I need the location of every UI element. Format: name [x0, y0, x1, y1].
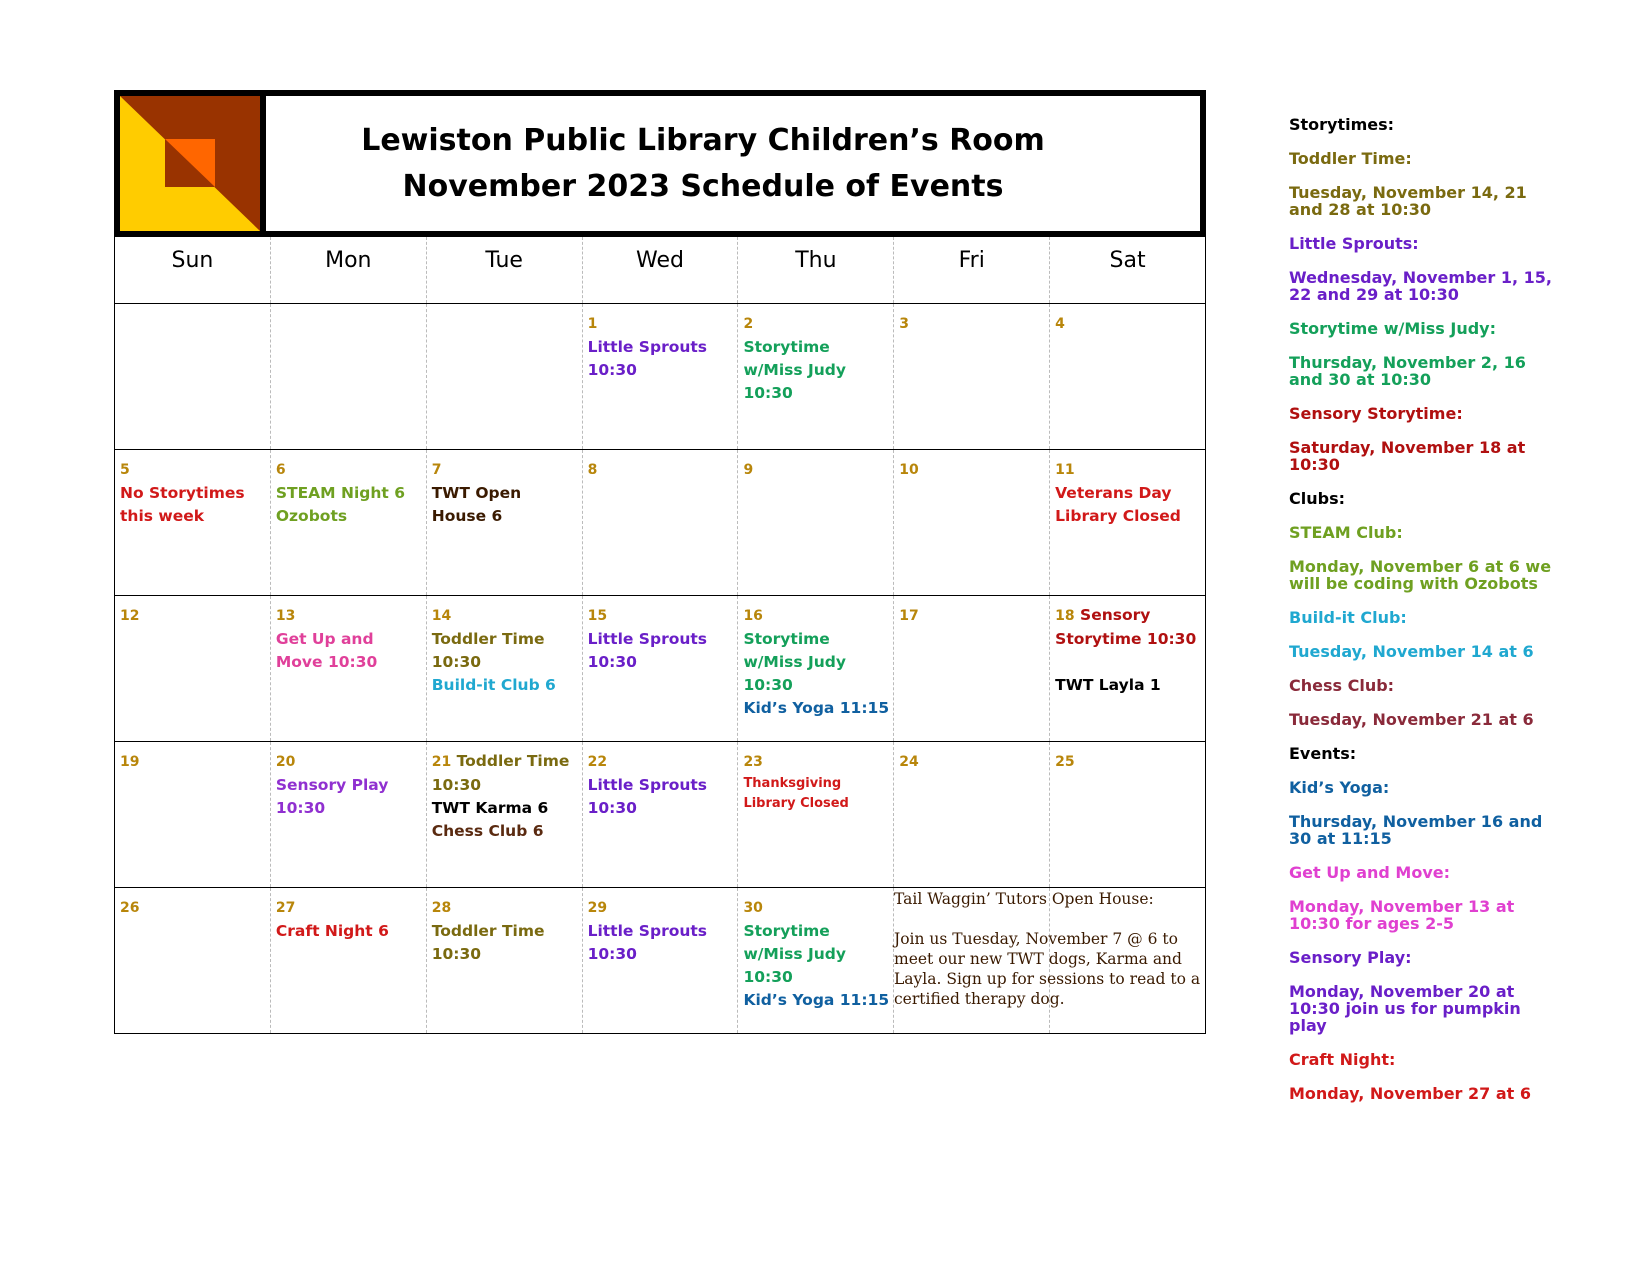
event-text: Toddler Time 10:30	[431, 752, 570, 794]
quilt-logo	[120, 96, 266, 231]
sidebar-detail: Saturday, November 18 at 10:30	[1289, 438, 1526, 474]
events-sidebar	[1289, 116, 1559, 1119]
event-text: Veterans Day Library Closed	[1055, 484, 1181, 525]
sidebar-detail: Thursday, November 2, 16 and 30 at 10:30	[1289, 353, 1526, 389]
weekday-header-row	[115, 237, 1205, 304]
day-cell-2	[738, 304, 894, 449]
sidebar-label: Toddler Time:	[1289, 149, 1412, 168]
event-text: TWT Layla 1	[1055, 676, 1161, 694]
event-text: Little Sprouts 10:30	[587, 776, 708, 817]
day-number: 18	[1055, 608, 1075, 624]
sidebar-label: Get Up and Move:	[1289, 863, 1451, 882]
weekday-sun: Sun	[115, 237, 271, 303]
sidebar-label: Build-it Club:	[1289, 608, 1407, 627]
event-text: Storytime w/Miss Judy 10:30	[743, 630, 847, 694]
day-cell-1	[583, 304, 739, 449]
event-text: TWT Open House 6	[431, 484, 522, 525]
event-text: Storytime w/Miss Judy 10:30	[743, 922, 847, 986]
calendar-week	[115, 450, 1205, 596]
event-text: Thanksgiving Library Closed	[743, 776, 849, 811]
day-number: 30	[743, 900, 763, 916]
calendar-week	[115, 304, 1205, 450]
day-cell-4	[1050, 304, 1205, 449]
title-line-2: November 2023 Schedule of Events	[402, 168, 1004, 204]
day-number: 5	[120, 462, 130, 478]
day-number: 25	[1055, 754, 1075, 770]
day-cell-20	[271, 742, 427, 887]
event-text: Sensory Storytime 10:30	[1055, 606, 1197, 648]
event-text: No Storytimes this week	[120, 484, 245, 525]
day-cell-12	[115, 596, 271, 741]
day-number: 24	[899, 754, 919, 770]
day-cell-22	[583, 742, 739, 887]
day-number: 29	[587, 900, 608, 916]
day-cell-26	[115, 888, 271, 1033]
day-cell-empty	[115, 304, 271, 449]
calendar-week	[115, 742, 1205, 888]
day-cell-25	[1050, 742, 1205, 887]
event-text: Toddler Time 10:30	[431, 630, 545, 671]
day-cell-13	[271, 596, 427, 741]
day-number: 13	[275, 608, 296, 624]
event-text: Build-it Club 6	[431, 676, 556, 694]
day-cell-7	[427, 450, 583, 595]
sidebar-detail: Tuesday, November 14, 21 and 28 at 10:30	[1289, 183, 1527, 219]
day-number: 23	[743, 754, 763, 770]
sidebar-detail: Thursday, November 16 and 30 at 11:15	[1289, 812, 1543, 848]
sidebar-detail: Monday, November 6 at 6 we will be coding with Ozobots	[1289, 557, 1552, 593]
sidebar-label: Chess Club:	[1289, 676, 1395, 695]
day-number: 9	[743, 462, 754, 478]
day-cell-15	[583, 596, 739, 741]
sidebar-detail: Monday, November 13 at 10:30 for ages 2-5	[1289, 897, 1515, 933]
weekday-mon: Mon	[271, 237, 427, 303]
sidebar-section: Storytimes:	[1289, 115, 1395, 134]
event-text: Kid’s Yoga 11:15	[743, 699, 890, 717]
day-number: 22	[587, 754, 608, 770]
event-text: Craft Night 6	[275, 922, 389, 940]
day-number: 10	[899, 462, 919, 478]
weekday-sat: Sat	[1109, 248, 1146, 273]
page-title	[266, 96, 1200, 231]
event-text: STEAM Night 6 Ozobots	[275, 484, 406, 525]
day-number: 26	[120, 900, 140, 916]
day-cell-16	[738, 596, 894, 741]
day-cell-14	[427, 596, 583, 741]
event-text: TWT Karma 6	[431, 799, 549, 817]
sidebar-label: Storytime w/Miss Judy:	[1289, 319, 1496, 338]
day-number: 14	[431, 608, 452, 624]
event-text: Get Up and Move 10:30	[275, 630, 378, 671]
day-number: 7	[431, 462, 442, 478]
day-cell-30	[738, 888, 894, 1033]
day-number: 2	[743, 316, 754, 332]
day-number: 1	[587, 316, 598, 332]
weekday-fri: Fri	[894, 237, 1050, 303]
sidebar-detail: Tuesday, November 14 at 6	[1289, 642, 1534, 661]
event-text: Toddler Time 10:30	[431, 922, 545, 963]
day-number: 8	[587, 462, 598, 478]
twt-open-house-note	[894, 889, 1206, 1009]
day-cell-6	[271, 450, 427, 595]
title-line-1: Lewiston Public Library Children’s Room	[361, 122, 1045, 158]
day-number: 28	[431, 900, 452, 916]
day-number: 3	[899, 316, 910, 332]
day-cell-21	[427, 742, 583, 887]
sidebar-label: STEAM Club:	[1289, 523, 1403, 542]
weekday-thu: Thu	[738, 237, 894, 303]
day-cell-24	[894, 742, 1050, 887]
note-heading: Tail Waggin’ Tutors Open House:	[894, 890, 1154, 908]
day-number: 6	[275, 462, 286, 478]
event-text: Sensory Play 10:30	[275, 776, 389, 817]
day-cell-8	[583, 450, 739, 595]
day-number: 16	[743, 608, 763, 624]
calendar-header	[114, 90, 1206, 237]
weekday-wed: Wed	[583, 237, 739, 303]
day-cell-10	[894, 450, 1050, 595]
day-number: 17	[899, 608, 919, 624]
event-text: Little Sprouts 10:30	[587, 922, 708, 963]
day-cell-18	[1050, 596, 1205, 741]
sidebar-detail: Monday, November 20 at 10:30 join us for pumpkin play	[1289, 982, 1521, 1035]
day-number: 21	[431, 754, 452, 770]
day-cell-29	[583, 888, 739, 1033]
sidebar-label: Little Sprouts:	[1289, 234, 1419, 253]
sidebar-label: Craft Night:	[1289, 1050, 1396, 1069]
sidebar-label: Sensory Play:	[1289, 948, 1412, 967]
sidebar-section: Clubs:	[1289, 489, 1345, 508]
sidebar-label: Kid’s Yoga:	[1289, 778, 1390, 797]
day-cell-17	[894, 596, 1050, 741]
event-text: Little Sprouts 10:30	[587, 338, 708, 379]
event-text: Storytime w/Miss Judy 10:30	[743, 338, 847, 402]
sidebar-detail: Monday, November 27 at 6	[1289, 1084, 1531, 1103]
day-cell-empty	[427, 304, 583, 449]
day-cell-27	[271, 888, 427, 1033]
day-number: 19	[120, 754, 140, 770]
day-cell-5	[115, 450, 271, 595]
day-cell-empty	[271, 304, 427, 449]
day-number: 12	[120, 608, 140, 624]
day-cell-19	[115, 742, 271, 887]
day-cell-3	[894, 304, 1050, 449]
day-number: 27	[275, 900, 296, 916]
day-cell-9	[738, 450, 894, 595]
sidebar-detail: Tuesday, November 21 at 6	[1289, 710, 1534, 729]
event-text: Kid’s Yoga 11:15	[743, 991, 890, 1009]
event-text	[1055, 651, 1201, 674]
day-number: 4	[1055, 316, 1065, 332]
day-cell-11	[1050, 450, 1205, 595]
note-body: Join us Tuesday, November 7 @ 6 to meet our new TWT dogs, Karma and Layla. Sign up for sessions to read to a certified therapy dog.	[894, 930, 1201, 1008]
event-text: Little Sprouts 10:30	[587, 630, 708, 671]
event-text: Chess Club 6	[431, 822, 544, 840]
sidebar-detail: Wednesday, November 1, 15, 22 and 29 at 10:30	[1289, 268, 1552, 304]
day-cell-28	[427, 888, 583, 1033]
day-number: 20	[275, 754, 296, 770]
sidebar-label: Sensory Storytime:	[1289, 404, 1463, 423]
day-number: 11	[1055, 462, 1075, 478]
sidebar-section: Events:	[1289, 744, 1357, 763]
weekday-tue: Tue	[427, 237, 583, 303]
day-cell-23	[738, 742, 894, 887]
day-number: 15	[587, 608, 608, 624]
calendar-week	[115, 596, 1205, 742]
